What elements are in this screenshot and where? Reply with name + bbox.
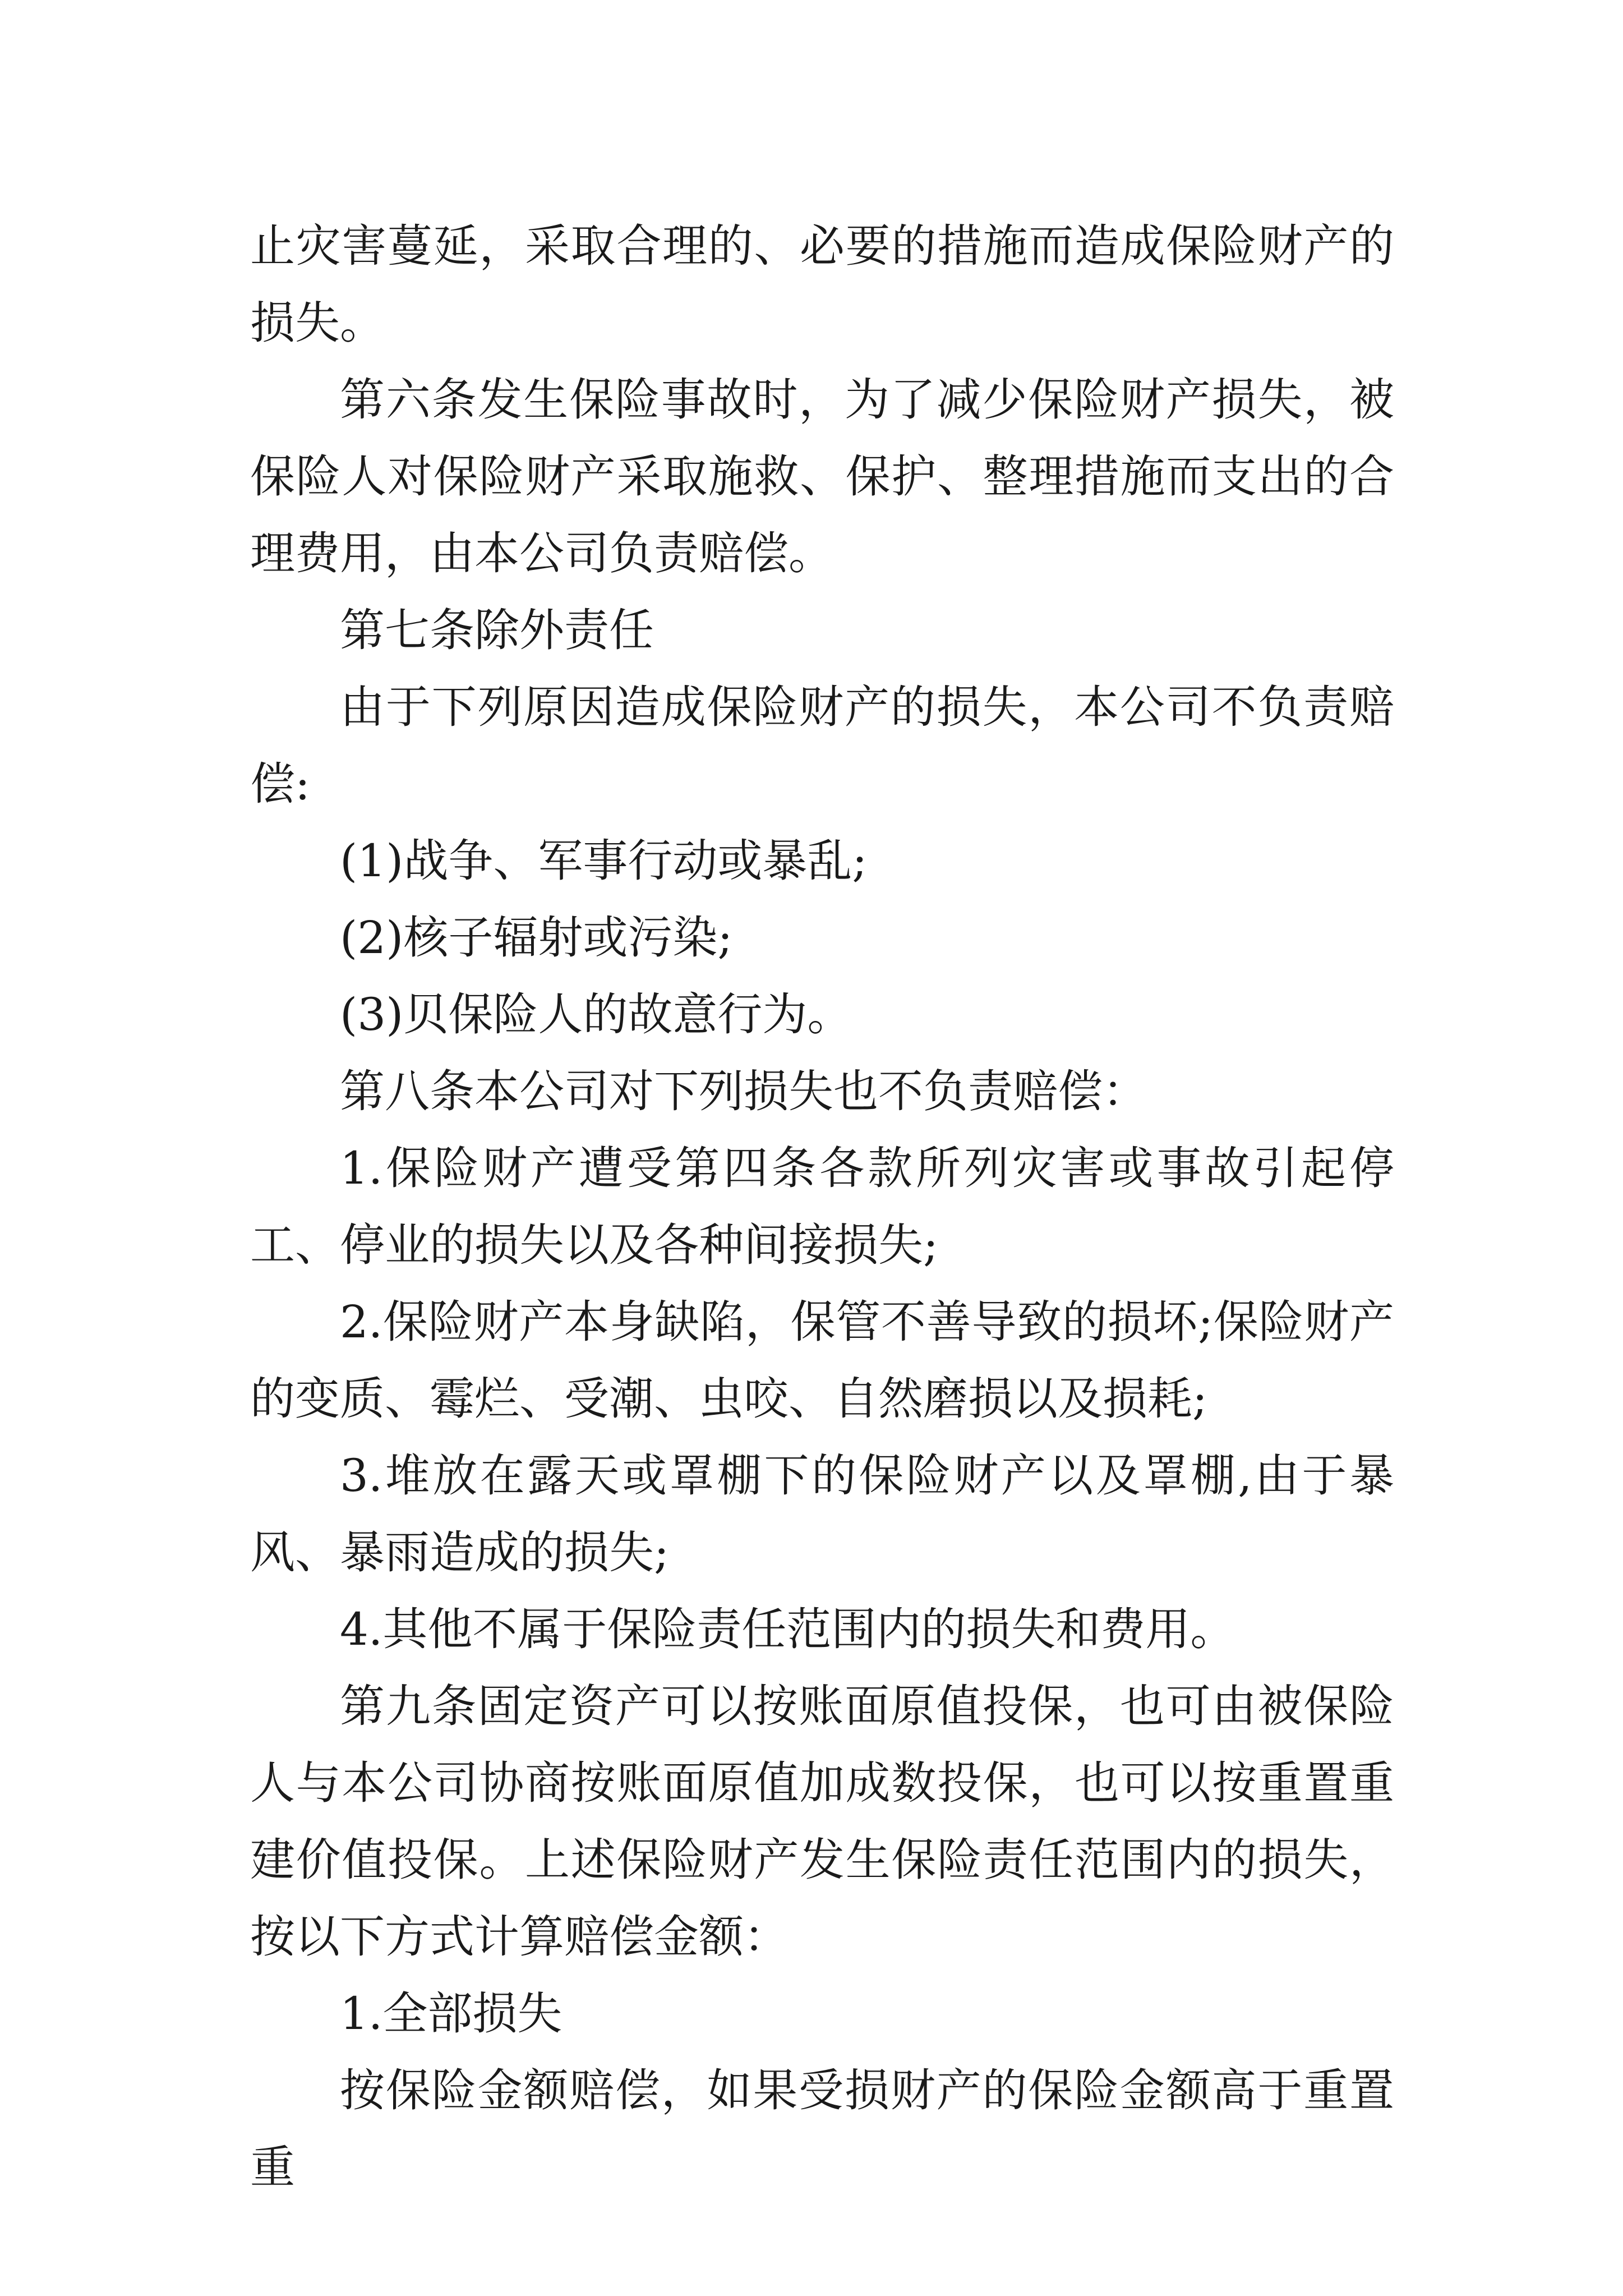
heading-total-loss: 1.全部损失	[340, 1987, 562, 2040]
paragraph-article-9: 第九条固定资产可以按账面原值投保，也可由被保险人与本公司协商按账面原值加成数投保，也可以按重置重建价值投保。上述保险财产发生保险责任范围内的损失，按以下方式计算赔偿金额：	[250, 1680, 1394, 1963]
paragraph-total-loss: 按保险金额赔偿，如果受损财产的保险金额高于重置重	[250, 2064, 1394, 2193]
list-item-exclusion-3: (3)贝保险人的故意行为。	[340, 988, 852, 1041]
list-item-article-8-2: 2.保险财产本身缺陷，保管不善导致的损坏;保险财产的变质、霉烂、受潮、虫咬、自然磨损以及损耗;	[250, 1296, 1394, 1425]
heading-article-7: 第七条除外责任	[340, 604, 654, 656]
list-item-article-8-4: 4.其他不属于保险责任范围内的损失和费用。	[340, 1603, 1235, 1655]
paragraph-exclusions-intro: 由于下列原因造成保险财产的损失，本公司不负责赔偿:	[250, 681, 1394, 810]
list-item-article-8-1: 1.保险财产遭受第四条各款所列灾害或事故引起停工、停业的损失以及各种间接损失;	[250, 1142, 1394, 1271]
paragraph-article-8: 第八条本公司对下列损失也不负责赔偿：	[340, 1065, 1147, 1117]
list-item-exclusion-2: (2)核子辐射或污染;	[340, 912, 733, 964]
list-item-exclusion-1: (1)战争、军事行动或暴乱;	[340, 835, 868, 887]
document-body	[250, 208, 1394, 2206]
paragraph-article-6: 第六条发生保险事故时，为了减少保险财产损失，被保险人对保险财产采取施救、保护、整理措施而支出的合理费用，由本公司负责赔偿。	[250, 374, 1394, 579]
list-item-article-8-3: 3.堆放在露天或罩棚下的保险财产以及罩棚,由于暴风、暴雨造成的损失;	[250, 1450, 1394, 1579]
paragraph-continuation: 止灾害蔓延，采取合理的、必要的措施而造成保险财产的损失。	[250, 220, 1394, 349]
